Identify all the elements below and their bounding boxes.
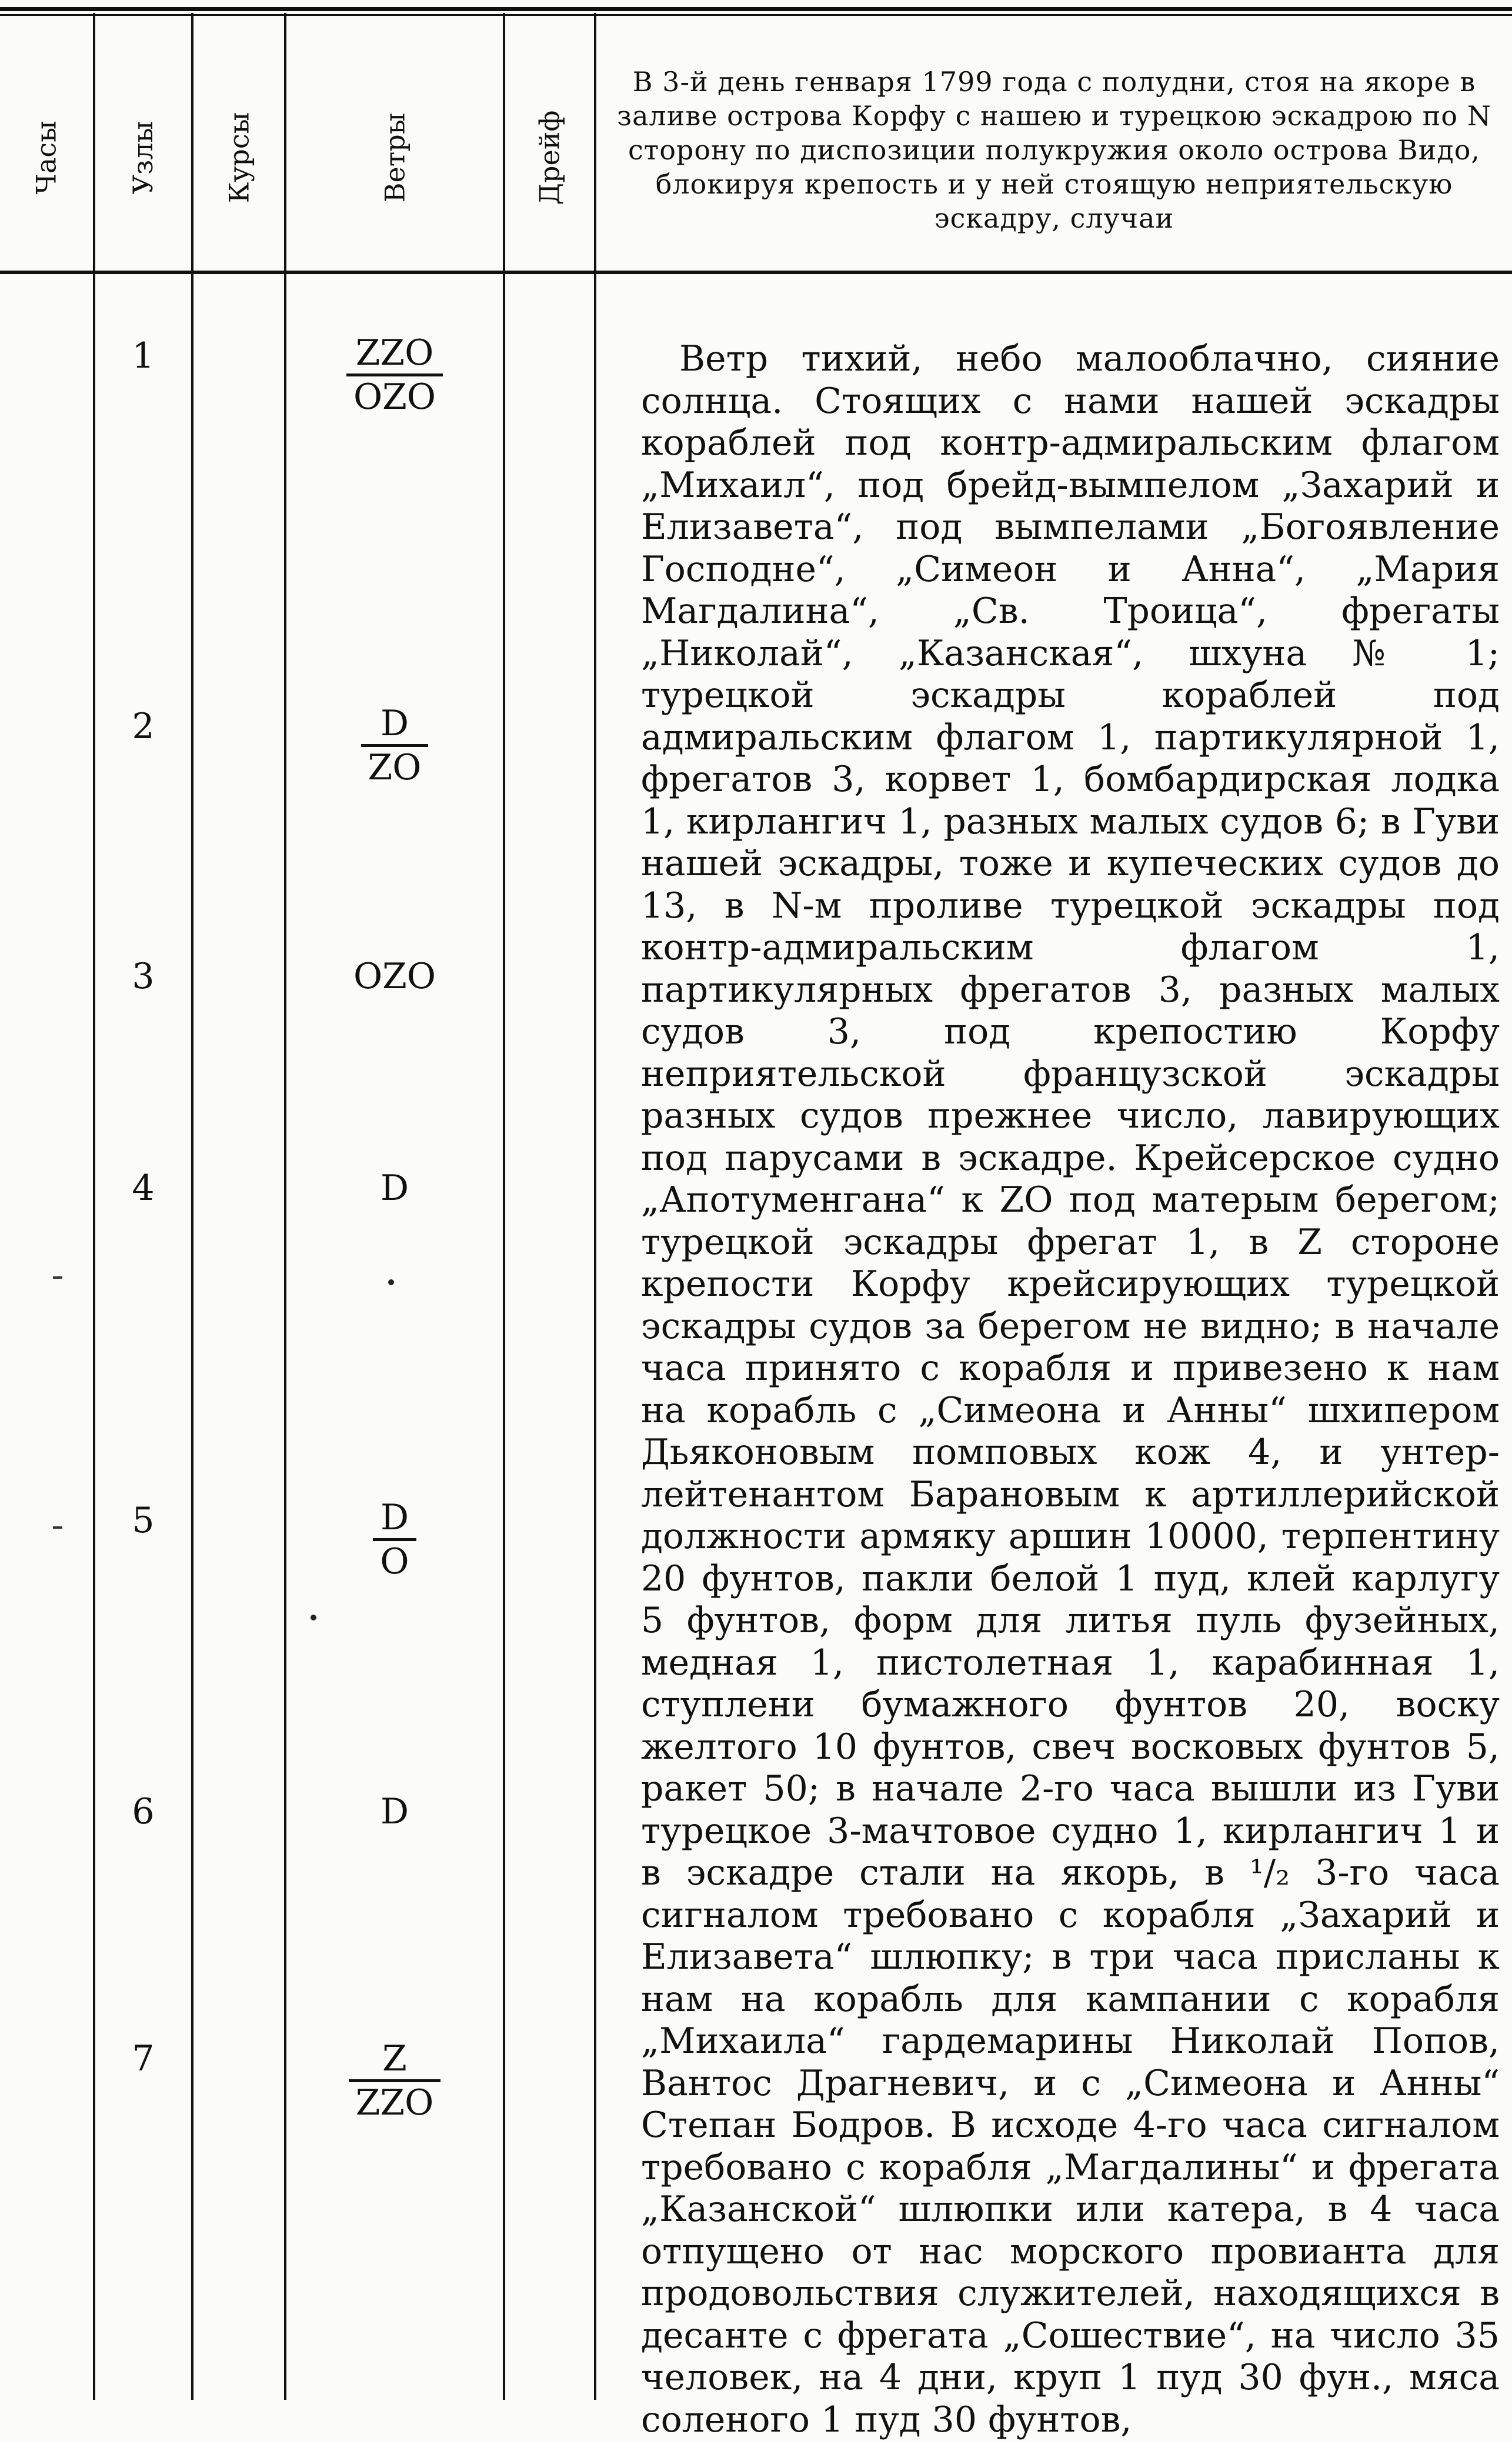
wind-row-2: $\frac{D}{ZO}$ <box>286 703 503 788</box>
col-rule-2 <box>191 13 193 2400</box>
wind-row-6: D <box>380 1791 409 1832</box>
wind-row-3: OZO <box>353 956 436 997</box>
header-hours: Часы <box>30 120 62 195</box>
col-rule-5 <box>594 13 596 2400</box>
wind-row-4: D <box>380 1168 409 1209</box>
log-entry-text <box>641 338 1500 2441</box>
knots-row-3: 3 <box>132 956 155 997</box>
knots-row-4: 4 <box>132 1168 155 1209</box>
print-speck <box>311 1615 316 1620</box>
col-rule-4 <box>503 13 505 2400</box>
knots-row-6: 6 <box>132 1791 155 1832</box>
header-winds: Ветры <box>378 112 410 202</box>
knots-row-7: 7 <box>132 2038 155 2079</box>
print-speck <box>388 1279 394 1285</box>
knots-row-5: 5 <box>132 1500 155 1541</box>
header-bottom-rule <box>0 271 1512 274</box>
knots-row-1: 1 <box>132 335 155 376</box>
header-drift: Дрейф <box>533 110 566 205</box>
top-thin-rule <box>0 14 1512 16</box>
header-knots: Узлы <box>127 121 159 194</box>
top-double-rule <box>0 7 1512 11</box>
knots-row-2: 2 <box>132 706 155 747</box>
header-courses: Курсы <box>223 112 255 203</box>
log-entry-paragraph: Ветр тихий, небо малооблачно, сияние солнца. Стоящих с нами нашей эскадры кораблей под контр-адмиральским флагом „Михаил“, под брейд-вымпелом „Захарий и Елизавета“, под вымпелами „Богоявление Господне“, „Симеон и Анна“, „Мария Магдалина“, „Св. Троица“, фрегаты „Николай“, „Казанская“, шхуна № 1; турецкой эскадры кораблей под адмиральским флагом 1, партикулярной 1, фрегатов 3, корвет 1, бомбардирская лодка 1, кирлангич 1, разных малых судов 6; в Гуви нашей эскадры, тоже и купеческих судов до 13, в N-м проливе турецкой эскадры под контр-адмиральским флагом 1, партикулярных фрегатов 3, разных малых судов 3, под крепостию Корфу неприятельской французской эскадры разных судов прежнее число, лавирующих под парусами в эскадре. Крейсерское судно „Апотуменгана“ к ZO под матерым берегом; турецкой эскадры фрегат 1, в Z стороне крепости Корфу крейсирующих турецкой эскадры судов за берегом не видно; в начале часа принято с корабля и привезено к нам на корабль с „Симеона и Анны“ шхипером Дьяконовым помповых кож 4, и унтер-лейтенантом Барановым к артиллерийской должности армяку аршин 10000, терпентину 20 фунтов, пакли белой 1 пуд, клей карлугу 5 фунтов, форм для литья пуль фузейных, медная 1, пистолетная 1, карабинная 1, ступлени бумажного фунтов 20, воску желтого 10 фунтов, свеч восковых фунтов 5, ракет 50; в начале 2-го часа вышли из Гуви турецкое 3-мачтовое судно 1, кирлангич 1 и в эскадре стали на якорь, в ¹/₂ 3-го часа сигналом требовано с корабля „Захарий и Елизавета“ шлюпку; в три часа присланы к нам на корабль для кампании с корабля „Михаила“ гардемарины Николай Попов, Вантос Драгневич, и с „Симеона и Анны“ Степан Бодров. В исходе 4-го часа сигналом требовано с корабля „Магдалины“ и фрегата „Казанской“ шлюпки или катера, в 4 часа отпущено от нас морского провианта для продовольствия служителей, находящихся в десанте с фрегата „Сошествие“, на число 35 человек, на 4 дни, круп 1 пуд 30 фун., мяса соленого 1 пуд 30 фунтов, <box>641 338 1500 2440</box>
header-description: В 3-й день генваря 1799 года с полудни, стоя на якоре в заливе острова Корфу с нашею и турецкою эскадрою по N сторону по диспозиции полукружия около острова Видо, блокируя крепость и у ней стоящую неприятельскую эскадру, случаи <box>617 66 1491 234</box>
wind-row-5: $\frac{D}{O}$ <box>286 1497 503 1582</box>
margin-tick <box>53 1276 62 1279</box>
wind-row-1: $\frac{\text{ZZO}}{\text{OZO}}$ <box>286 332 503 418</box>
wind-row-7: $\frac{Z}{\text{ZZO}}$ <box>286 2038 503 2123</box>
margin-tick <box>53 1526 62 1529</box>
